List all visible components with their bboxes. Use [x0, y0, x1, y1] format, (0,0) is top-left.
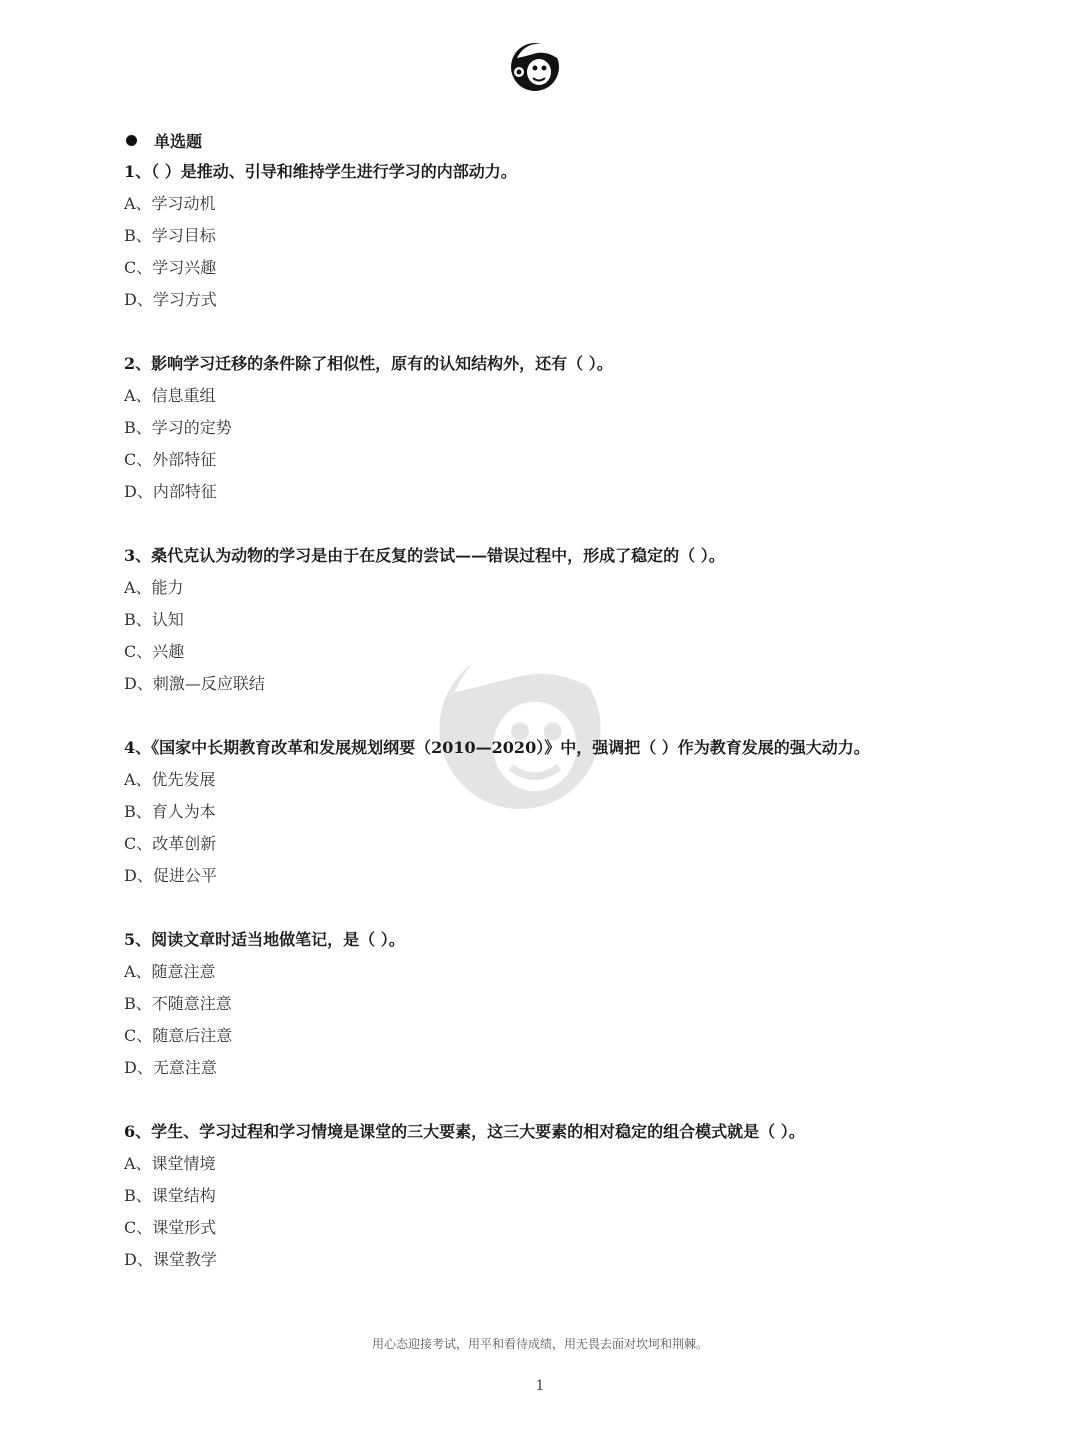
option-b: B、学习目标	[124, 226, 216, 245]
question-3	[124, 540, 1004, 700]
option-b: B、不随意注意	[124, 994, 232, 1013]
question-text: 6、学生、学习过程和学习情境是课堂的三大要素，这三大要素的相对稳定的组合模式就是（ ）。	[124, 1122, 805, 1141]
footer-motto: 用心态迎接考试，用平和看待成绩，用无畏去面对坎坷和荆棘。	[371, 1337, 708, 1351]
option-a: A、学习动机	[124, 194, 216, 213]
option-d: D、课堂教学	[124, 1250, 217, 1269]
option-d: D、无意注意	[124, 1058, 217, 1077]
bullet-icon	[126, 135, 137, 146]
option-c: C、外部特征	[124, 450, 217, 469]
question-5	[124, 924, 1004, 1084]
option-a: A、信息重组	[124, 386, 216, 405]
option-a: A、课堂情境	[124, 1154, 216, 1173]
question-2	[124, 348, 1004, 508]
option-b: B、课堂结构	[124, 1186, 216, 1205]
option-c: C、改革创新	[124, 834, 217, 853]
option-a: A、随意注意	[124, 962, 216, 981]
option-b: B、育人为本	[124, 802, 216, 821]
option-b: B、学习的定势	[124, 418, 232, 437]
option-a: A、优先发展	[124, 770, 216, 789]
question-text: 4、《国家中长期教育改革和发展规划纲要（2010—2020）》中，强调把（ ）作为教育发展的强大动力。	[124, 738, 870, 757]
section-heading	[124, 124, 1004, 156]
question-4	[124, 732, 1004, 892]
section-title: 单选题	[154, 131, 203, 151]
option-d: D、刺激—反应联结	[124, 674, 265, 693]
question-text: 3、桑代克认为动物的学习是由于在反复的尝试——错误过程中，形成了稳定的（ ）。	[124, 546, 725, 565]
page-number: 1	[535, 1378, 545, 1394]
question-text: 5、阅读文章时适当地做笔记，是（ ）。	[124, 930, 405, 949]
option-c: C、随意后注意	[124, 1026, 233, 1045]
chimp-mascot-icon	[505, 36, 565, 96]
option-c: C、兴趣	[124, 642, 185, 661]
option-d: D、学习方式	[124, 290, 217, 309]
option-d: D、内部特征	[124, 482, 217, 501]
option-a: A、能力	[124, 578, 184, 597]
question-list	[124, 124, 1004, 1308]
question-text: 1、（ ）是推动、引导和维持学生进行学习的内部动力。	[124, 162, 517, 181]
question-1	[124, 156, 1004, 316]
option-c: C、学习兴趣	[124, 258, 217, 277]
option-c: C、课堂形式	[124, 1218, 217, 1237]
question-text: 2、影响学习迁移的条件除了相似性，原有的认知结构外，还有（ ）。	[124, 354, 613, 373]
option-d: D、促进公平	[124, 866, 217, 885]
option-b: B、认知	[124, 610, 184, 629]
question-6	[124, 1116, 1004, 1276]
